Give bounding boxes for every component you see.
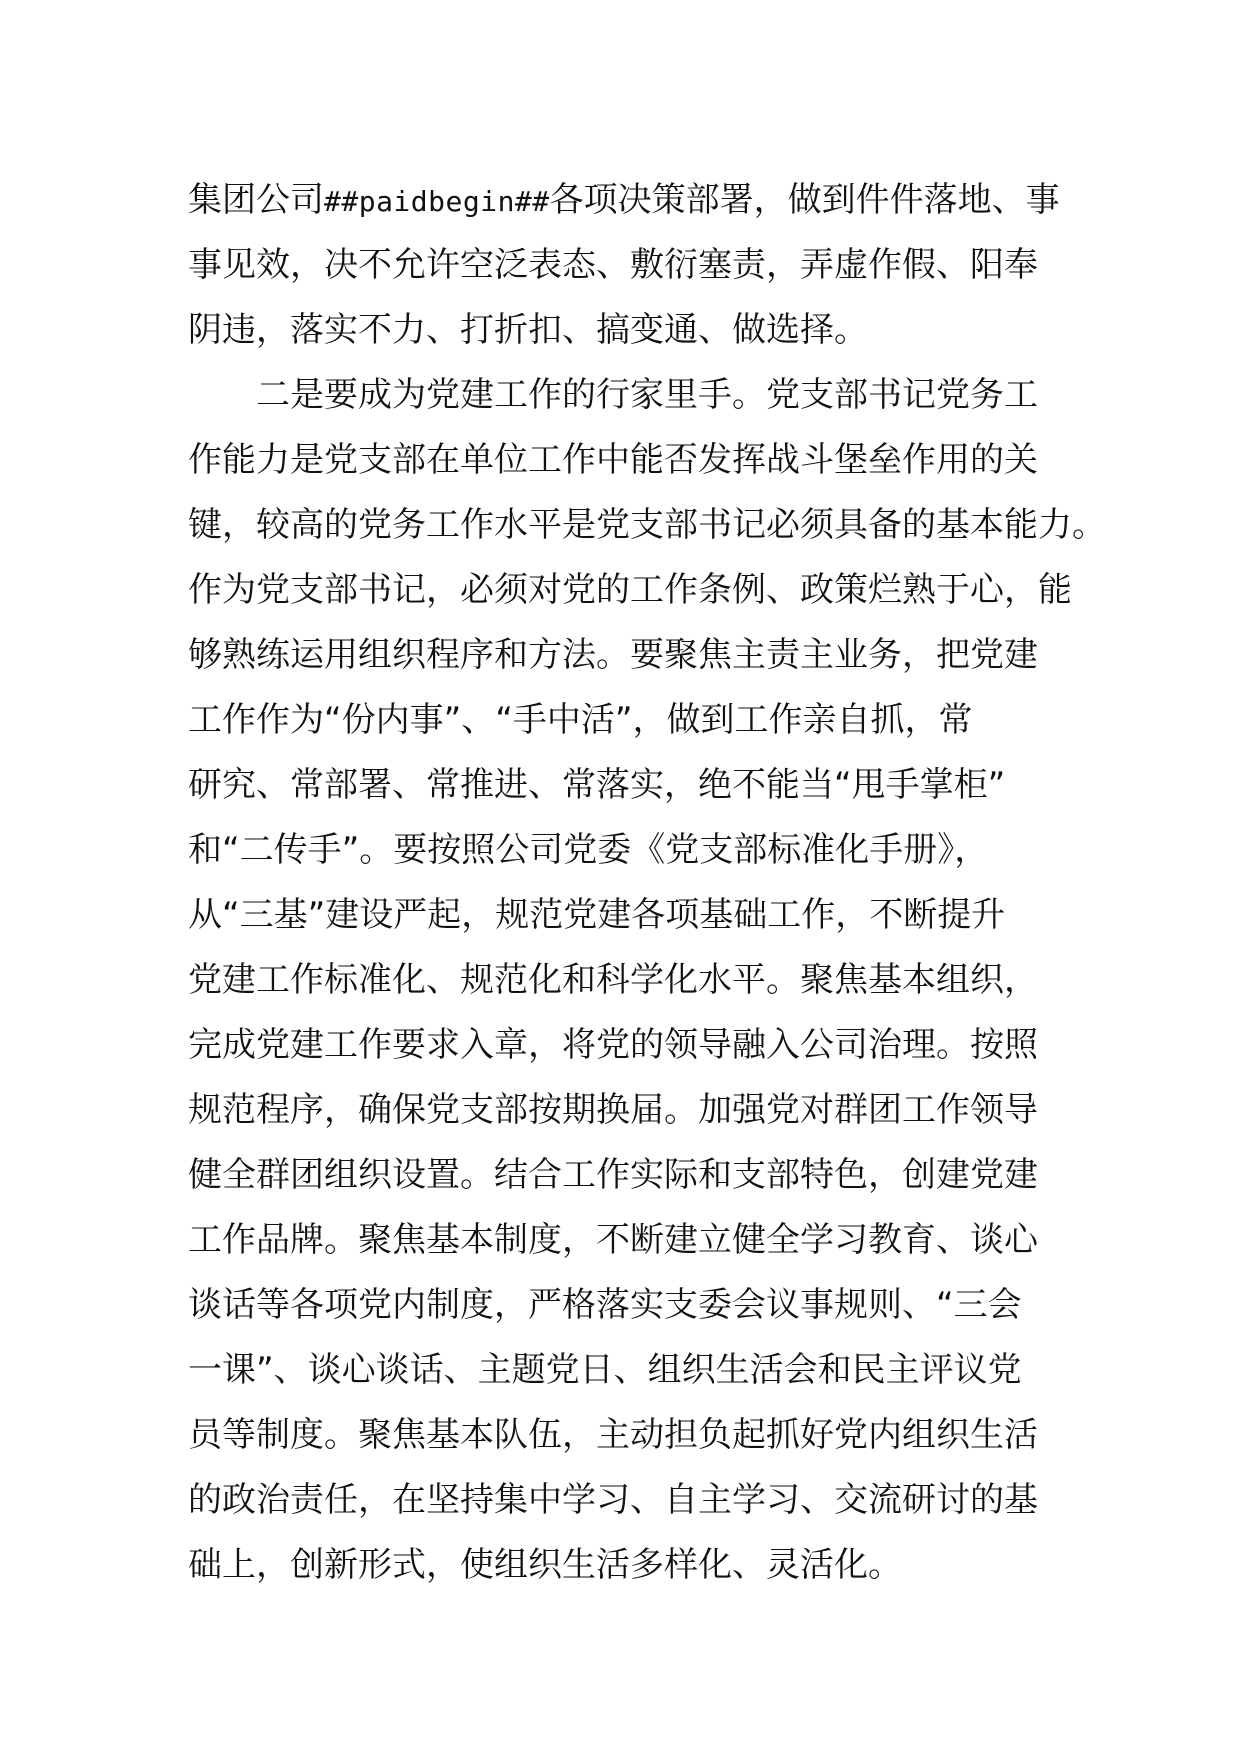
text-line: 研究、常部署、常推进、常落实，绝不能当“甩手掌柜” [188, 765, 1006, 805]
text-line: 员等制度。聚焦基本队伍，主动担负起抓好党内组织生活 [188, 1415, 1038, 1455]
text-line: 键，较高的党务工作水平是党支部书记必须具备的基本能力。 [188, 505, 1106, 545]
text-line: 工作品牌。聚焦基本制度，不断建立健全学习教育、谈心 [188, 1220, 1038, 1260]
text-line: 阴违，落实不力、打折扣、搞变通、做选择。 [188, 310, 868, 350]
text-line: 和“二传手”。要按照公司党委《党支部标准化手册》， [188, 830, 989, 870]
text-line: 工作作为“份内事”、“手中活”，做到工作亲自抓，常 [188, 700, 973, 740]
placeholder-marker: ##paidbegin## [324, 185, 550, 218]
text-line: 的政治责任，在坚持集中学习、自主学习、交流研讨的基 [188, 1480, 1038, 1520]
text-line: 事见效，决不允许空泛表态、敷衍塞责，弄虚作假、阳奉 [188, 245, 1038, 285]
text-line: 谈话等各项党内制度，严格落实支委会议事规则、“三会 [188, 1285, 1022, 1325]
text-line: 集团公司##paidbegin##各项决策部署，做到件件落地、事 [188, 180, 1060, 220]
text-line: 党建工作标准化、规范化和科学化水平。聚焦基本组织， [188, 960, 1038, 1000]
text-line: 作为党支部书记，必须对党的工作条例、政策烂熟于心，能 [188, 570, 1072, 610]
body-text [188, 168, 1106, 1598]
text-line: 一课”、谈心谈话、主题党日、组织生活会和民主评议党 [188, 1350, 1022, 1390]
text-line: 作能力是党支部在单位工作中能否发挥战斗堡垒作用的关 [188, 440, 1038, 480]
text-line: 础上，创新形式，使组织生活多样化、灵活化。 [188, 1545, 902, 1585]
paragraph-start-line: 二是要成为党建工作的行家里手。党支部书记党务工 [188, 375, 1038, 415]
text-line: 够熟练运用组织程序和方法。要聚焦主责主业务，把党建 [188, 635, 1038, 675]
text-line: 规范程序，确保党支部按期换届。加强党对群团工作领导 [188, 1090, 1038, 1130]
text-line: 完成党建工作要求入章，将党的领导融入公司治理。按照 [188, 1025, 1038, 1065]
text-line: 健全群团组织设置。结合工作实际和支部特色，创建党建 [188, 1155, 1038, 1195]
text-line: 从“三基”建设严起，规范党建各项基础工作，不断提升 [188, 895, 1006, 935]
